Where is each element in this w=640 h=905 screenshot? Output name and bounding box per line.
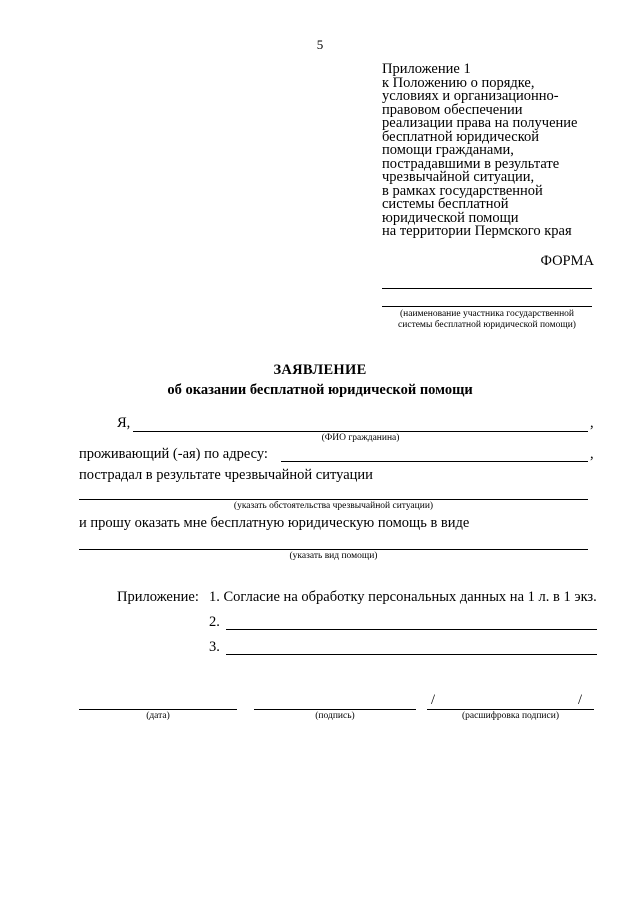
appendix-line: бесплатной юридической: [382, 128, 540, 145]
decode-slash-left: /: [431, 692, 436, 708]
attachment-line-2[interactable]: [226, 629, 597, 630]
circumstances-caption: (указать обстоятельства чрезвычайной ситуации): [233, 501, 434, 511]
appendix-line: к Положению о порядке,: [382, 74, 535, 91]
date-line[interactable]: [79, 709, 237, 710]
appendix-line: правовом обеспечении: [382, 101, 523, 118]
attachment-item-3: 3.: [209, 639, 220, 655]
recipient-caption-line-2: системы бесплатной юридической помощи): [398, 320, 576, 330]
suffered-label: пострадал в результате чрезвычайной ситуации: [79, 467, 373, 483]
recipient-line-2[interactable]: [382, 306, 592, 307]
appendix-line: юридической помощи: [382, 209, 519, 226]
appendix-line: пострадавшими в результате: [382, 155, 560, 172]
appendix-line: системы бесплатной: [382, 196, 509, 212]
help-type-line[interactable]: [79, 549, 588, 550]
appendix-line: помощи гражданами,: [382, 142, 514, 158]
fio-caption: (ФИО гражданина): [321, 433, 400, 443]
form-title: ЗАЯВЛЕНИЕ: [273, 362, 367, 378]
address-label: проживающий (-ая) по адресу:: [79, 446, 268, 462]
attachment-item-1: 1. Согласие на обработку персональных данных на 1 л. в 1 экз.: [209, 589, 597, 605]
appendix-line: на территории Пермского края: [382, 223, 572, 239]
appendix-line: Приложение 1: [382, 61, 471, 77]
appendix-line: в рамках государственной: [382, 182, 543, 199]
i-label: Я,: [117, 415, 131, 431]
recipient-caption-line-1: (наименование участника государственной: [400, 309, 574, 319]
recipient-caption: [382, 309, 592, 331]
attachment-item-2: 2.: [209, 614, 220, 630]
appendix-line: чрезвычайной ситуации,: [382, 169, 535, 185]
appendix-header: [382, 63, 577, 239]
address-line[interactable]: [281, 461, 588, 462]
address-comma: ,: [590, 446, 594, 462]
fio-line[interactable]: [133, 431, 588, 432]
request-label: и прошу оказать мне бесплатную юридическую помощь в виде: [79, 515, 470, 531]
circumstances-line[interactable]: [79, 499, 588, 500]
help-type-caption: (указать вид помощи): [289, 551, 378, 561]
date-caption: (дата): [146, 711, 170, 721]
recipient-line-1[interactable]: [382, 288, 592, 289]
attachments-label: Приложение:: [117, 589, 199, 605]
signature-caption: (подпись): [315, 711, 355, 721]
signature-line[interactable]: [254, 709, 416, 710]
decode-caption: (расшифровка подписи): [462, 711, 559, 721]
decode-slash-right: /: [578, 692, 583, 708]
fio-comma: ,: [590, 415, 594, 431]
appendix-line: условиях и организационно-: [382, 88, 559, 104]
appendix-line: реализации права на получение: [382, 115, 578, 131]
page-number: 5: [316, 37, 324, 52]
decode-line[interactable]: [427, 709, 594, 710]
form-label: ФОРМА: [540, 253, 594, 269]
form-subtitle: об оказании бесплатной юридической помощи: [167, 382, 473, 398]
attachment-line-3[interactable]: [226, 654, 597, 655]
